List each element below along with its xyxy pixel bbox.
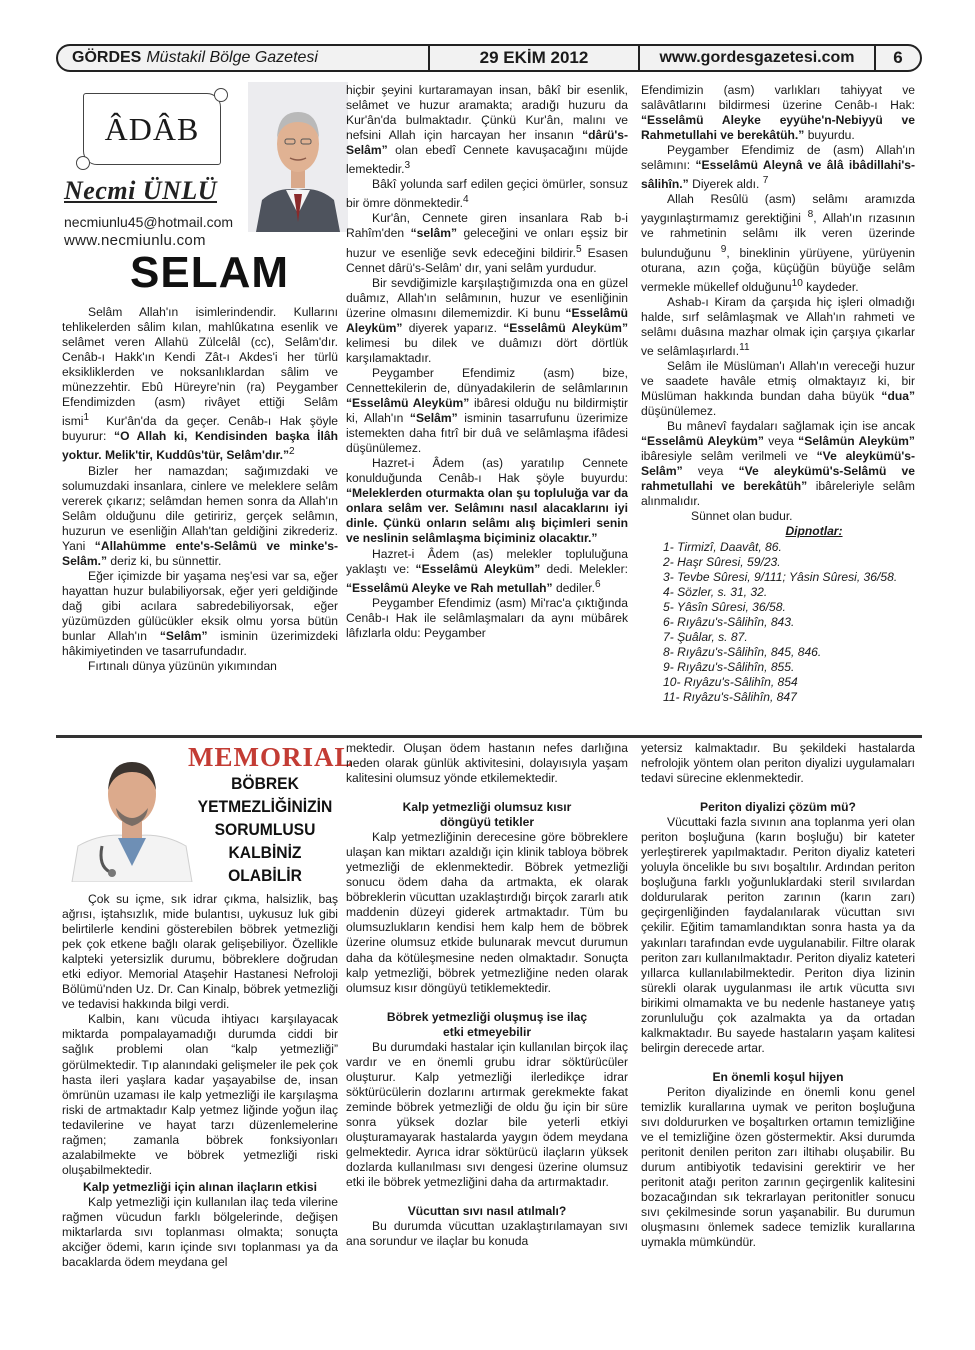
article-column-1	[62, 305, 338, 674]
column-title: ÂDÂB	[104, 110, 200, 147]
paragraph: Bu mânevî faydaları sağlamak için ise ancak “Esselâmü Aleyküm” veya “Selâmün Aleyküm” ibâresiyle selâm verilmeli ve “Ve aleykümü's-Selâm” veya “Ve aleykümü's-Selâmü ve rahmetullahi ve berekâtüh” ibâreleriyle selâm alınmalıdır.	[641, 419, 916, 509]
paragraph: Sünnet olan budur.	[691, 509, 793, 524]
section-heading: Böbrek yetmezliği oluşmuş ise ilaç etki etmeyebilir	[386, 1009, 588, 1039]
paragraph: Selâm Allah'ın isimlerindendir. Kullarını tehlikelerden sâlim kılan, mahlûkatına esenlik ve selâmet veren Allahü Zülcelâl (cc), Selâm'dır. Cenâb-ı Hakk'ın Kendi Zât-ı Akdes'i her türlü eksikliklerden ve noksanlıklardan sâlim ve münezzehtir. Ebû Hüreyre'nin (ra) Peygamber Efendimizden (asm) rivâyet ettiği Selâm ismi$^1$ Kur'ân'da da geçer. Cenâb-ı Hak şöyle buyurur: “O Allah ki, Kendisinden başka İlâh yoktur. Melik'tir, Kuddûs'tür, Selâm'dır.”$^2$	[62, 305, 338, 463]
footnote: 10- Rıyâzu's-Sâlihîn, 854	[663, 674, 798, 689]
footnote: 6- Rıyâzu's-Sâlihîn, 843.	[663, 614, 795, 629]
paragraph: Kalbin, kanı vücuda ihtiyacı karşılayacak miktarda pompalayamadığı durumda ciddi bir sağlık problemi olan “kalp yetmezliği” görülmektedir. Tıp alanındaki gelişmeler ile pek çok hasta ileri yaşlara kadar yaşayabilse de, insan ömrünün uzaması ile kalp yetmezliği ile karşılaşma riski de artmaktadır Kalp yetmez liğinde yoğun ilaç tedavilerine ve hayat tarzı düzenlemelerine rağmen; zamanla böbrek fonksiyonları azalabilmekte ve böbrek yetmezliği riski oluşabilmektedir.	[62, 1012, 338, 1177]
footnote: 9- Rıyâzu's-Sâlihîn, 855.	[663, 659, 795, 674]
paragraph: Bizler her namazdan; sağımızdaki ve solumuzdaki insanlara, cinlere ve meleklere selâm vererek çıkarız; selâmdan hemen sonra da Allah'ın Selâm olduğunu dile getiririz, gerçek selâmın, huzurun ve esenliğin Allah'tan geldiğini zikrederiz. Yani “Allahümme ente's-Selâmü ve minke's-Selâm.” deriz ki, bu sünnettir.	[62, 463, 338, 568]
paragraph: Eğer içimizde bir yaşama neş'esi var sa, eğer hayattan huzur bulabiliyorsak, eğer yeri geldiğinde dağ gibi acılara sabredebiliyorsak, eğer yüzümüzden gülücükler eksik olmu yorsa bütün bunlar Allah'ın “Selâm” isminin üzerimizdeki hâkimiyetinden ve tasarrufundadır.	[62, 568, 338, 659]
footnotes	[641, 524, 915, 705]
paragraph: Kalp yetmezliğinin derecesine göre böbreklere ulaşan kan miktarı azaldığı için klinik tabloya böbrek yetmezliği de eklenmektedir. Böbrek yetmezliği sonucu ödem daha da artmakta, ek olarak böbreklerin vücuttan uzaklaştırdığı birçok zararlı atık maddenin düzeyi giderek artmaktadır. Tüm bu olumsuzlukların kendisi hem kalp hem de böbrek üzerine olumsuz etkide bulunarak mevcut durumun daha da kötüleşmesine neden olmaktadır. Sonuçta kalp yetmezliği, böbrek yetmezliğine neden olarak olumsuz kısır döngüyü tetiklemektedir.	[346, 830, 628, 995]
column-title-scroll	[83, 93, 221, 165]
doctor-photo	[62, 742, 202, 882]
footnote: 7- Şuâlar, s. 87.	[663, 629, 748, 644]
paragraph: Efendimizin (asm) varlıkları tahiyyat ve salâvâtlarını bildirmesi üzerine Cenâb-ı Hak: “Esselâmü Aleyke eyyühe'n-Nebiyyü ve Rahmetullahi ve berekâtüh.” buyurdu.	[641, 83, 915, 143]
paragraph: Allah Resûlü (asm) selâmı aramızda yaygınlaştırmamız gerektiğini $^8$, Allah'ın rızasının ve rahmetinin selâmı ilk veren üzerinde bulunduğunu $^9$, bineklinin yürüyene, yürüyenin oturana, azın çoğa, küçüğün büyüğe selâm vermekle mükellef olduğunu$^{10}$ kaydeder.	[641, 192, 915, 294]
paragraph: Selâm ile Müslüman'ı Allah'ın vereceği huzur ve saadete havâle etmiş olmaktayız ki, bir Müslüman hakkında bundan daha büyük “dua” düşünülemez.	[641, 358, 915, 419]
author-website: www.necmiunlu.com	[64, 232, 206, 249]
paragraph: hiçbir şeyini kurtaramayan insan, bâkî bir esenlik, selâmet ve huzur aramakta; aradığı huzuru da Kur'ân'da bulmaktadır. Çünkü Kur'ân, malını ve nefsini Allah için harcayan her insanın “dârü's-Selâm” olan ebedî Cennete kavuşacağını müjde lemektedir.$^3$	[346, 83, 628, 177]
author-name: Necmi ÜNLÜ	[64, 176, 218, 205]
ad-column-3	[641, 741, 915, 1250]
ad-brand-logo: MEMORIAL	[188, 742, 354, 772]
paragraph: Çok su içme, sık idrar çıkma, halsizlik, baş ağrısı, iştahsızlık, mide bulantısı, uykusuz luk gibi belirtilerle kendini gösterebilen böbrek yetmezliği pek çok etkene bağlı olarak gelişebiliyor. Özellikle kalpteki yetersizlik durumu, böbreklere doğrudan etki ediyor. Memorial Ataşehir Hastanesi Nefroloji Bölümü'nden Uz. Dr. Can Kinalp, böbrek yetmezliği ve tedavisi hakkında bilgi verdi.	[62, 892, 338, 1012]
footnotes-title: Dipnotlar:	[785, 524, 843, 539]
paragraph: Bu durumdaki hastalar için kullanılan birçok ilaç vardır ve en önemli grubu idrar söktürücüler oluşturur. Kalp yetmezliği ilerledikçe idrar söktürücülerin dozlarını artırmak gerekmekte fakat zeminde böbrek yetmezliği de oldu ğu için bir süre sonra yüksek dozlar bile yeterli etkiyi oluşturamayarak hastalarda yaygın ödem meydana gelmektedir. Ayrıca idrar söktürücü ilaçların yüksek dozlarda kullanılması sıvı dengesi üzerine olumsuz etki ile böbrek yetmezliğini daha da artırmaktadır.	[346, 1039, 628, 1190]
author-email: necmiunlu45@hotmail.com	[64, 214, 234, 230]
author-photo	[248, 82, 348, 232]
paper-tagline: Müstakil Bölge Gazetesi	[146, 49, 318, 66]
footnote: 2- Haşr Sûresi, 59/23.	[663, 554, 781, 569]
paragraph: Kur'ân, Cennete giren insanlara Rab b-i Rahîm'den “selâm” geleceğini ve onları eşsiz bir huzur ve esenliğe sevk edeceğini bildirir.$^5$ Esasen Cennet dârü's-Selâm' dır, yani selâm yurdudur.	[346, 211, 628, 275]
paragraph: Hazret-i Âdem (as) melekler topluluğuna yaklaştı ve: “Esselâmü Aleyküm” dedi. Melekler: “Esselâmü Aleyke ve Rah metullah” dediler.$^6$	[346, 546, 628, 595]
paragraph: yetersiz kalmaktadır. Bu şekildeki hastalarda nefrolojik yöntem olan periton diyalizi uygulamaları tedavi sürecine eklenmektedir.	[641, 741, 915, 786]
ad-column-2	[346, 741, 628, 1249]
footnote: 4- Sözler, s. 31, 32.	[663, 584, 768, 599]
paragraph: Vücuttaki fazla sıvının ana toplanma yeri olan periton boşluğuna (karın boşluğu) bir kateter yerleştirerek yapılmaktadır. Periton diyaliz kateteri yoluyla öncelikle bu sıvı boşaltılır. Ardından periton boşluğuna farklı yoğunluklardaki steril sıvılardan doldurularak periton zarının (karın zarı) geçirgenliğinden faydalanılarak vücuttan sıvı çekilir. Eğitim tamamlandıktan sonra hasta ya da yakınları tarafından evde uygulanabilir. Filtre olarak periton zarı kullanılmaktadır. Periton diyaliz kateteri yıllarca kullanılabilmektedir. Periton diya lizinin sürekli olarak uygulanması ile artık vücutta sıvı birikimi olmamakta ve bu nedenle hastaneye yatış zorunluluğu çok azalmakta ya da ortadan kalkmaktadır. Bu sayede hastaların yaşam kalitesi belirgin derecede artar.	[641, 815, 915, 1055]
footnote: 5- Yâsîn Sûresi, 36/58.	[663, 599, 786, 614]
section-divider	[56, 735, 922, 738]
paragraph: Kalp yetmezliği için kullanılan ilaç teda vilerine rağmen vücudun farklı bölgelerinde, değişen miktarlarda sıvı toplanması olmakta; sonuçta akciğer ödemi, karın içinde sıvı toplanması ya da bacaklarda ödem meydana gel	[62, 1194, 338, 1270]
section-heading: Vücuttan sıvı nasıl atılmalı?	[407, 1204, 567, 1219]
article-column-2	[346, 83, 628, 641]
footnote: 1- Tirmizî, Daavât, 86.	[663, 539, 782, 554]
issue-date: 29 EKİM 2012	[430, 46, 640, 70]
paragraph: Peygamber Efendimiz (asm) bize, Cennettekilerin de, dünyadakilerin de selâmlarının “Esselâmü Aleyküm” ibâresi olduğu nu bildirmiştir ki, Allah'ın “Selâm” isminin tasarrufunu üzerimize istemekten daha fıtrî bir duâ ve selâmlaşma ifâdesi düşünülemez.	[346, 365, 628, 456]
paper-website: www.gordesgazetesi.com	[640, 46, 876, 70]
article-title: SELAM	[130, 248, 289, 297]
paragraph: Bâkî yolunda sarf edilen geçici ömürler, sonsuz bir ömre dönmektedir.$^4$	[346, 177, 628, 211]
paragraph: Ashab-ı Kiram da çarşıda hiç işleri olmadığı halde, sırf selâmlaşmak ve Allah'ın rahmeti ve selâmı duâsına mazhar olmak için çarşıya çıkarlar ve selâmlaşırlardı.$^{11}$	[641, 294, 915, 358]
paragraph: Periton diyalizinde en önemli konu genel temizlik kurallarına uymak ve periton boşluğuna sıvı doldururken ve boşaltırken ortamın temizliğine ve el temizliğine özen göstermektir. Aksi durumda peritonit denilen periton zarı iltihabı oluşabilir. Bu durum antibiyotik tedavisini gerektirir ve her peritonit atağı periton zarının geçirgenlik kalitesini bozacağından sık tekrarlayan peritonitler sonucu sıvı çekilmesinde sorun yaşanabilir. Bu durumun oluşmasını önlemek sadece temizlik kurallarına uymakla mümkündür.	[641, 1084, 915, 1250]
paragraph: Peygamber Efendimiz de (asm) Allah'ın selâmını: “Esselâmü Aleynâ ve âlâ ibâdillahi's-sâlihîn.” Diyerek aldı. $^7$	[641, 143, 915, 192]
ad-column-1	[62, 892, 338, 1270]
paragraph: Fırtınalı dünya yüzünün yıkımından	[88, 659, 277, 674]
article-column-3	[641, 83, 915, 705]
paragraph: Peygamber Efendimiz (asm) Mi'rac'a çıktığında Cenâb-ı Hak ile selâmlaşmaları da aynı mübârek lâfızlarla oldu: Peygamber	[346, 595, 628, 640]
section-heading: Kalp yetmezliği için alınan ilaçların etkisi	[83, 1179, 317, 1194]
paper-name-segment	[58, 46, 430, 70]
section-heading: Periton diyalizi çözüm mü?	[700, 800, 856, 815]
footnote: 11- Rıyâzu's-Sâlihîn, 847	[663, 689, 797, 704]
ad-headline: BÖBREK YETMEZLİĞİNİZİN SORUMLUSU KALBİNİZ OLABİLİR	[197, 774, 333, 885]
paragraph: mektedir. Oluşan ödem hastanın nefes darlığına neden olarak günlük aktivitesini, dolayısıyla yaşam kalitesini olumsuz yönde etkilemektedir.	[346, 741, 628, 786]
paragraph: Bir sevdiğimizle karşılaştığımızda ona en güzel duâmız, Allah'ın selâmının, huzur ve esenliğinin üzerine olmasını dilememizdir. Ki bunu “Esselâmü Aleyküm” diyerek yaparız. “Esselâmü Aleyküm” kelimesi bu dilek ve duâmızı dört dörtlük karşılamaktadır.	[346, 275, 628, 365]
page-number: 6	[893, 48, 903, 67]
paragraph: Hazret-i Âdem (as) yaratılıp Cennete konulduğunda Cenâb-ı Hak şöyle buyurdu: “Meleklerden oturmakta olan şu topluluğa var da onlara selâm ver. Selâmını nasıl alacaklarını iyi dinle. Çünkü onların selâmı alış biçimleri senin ve neslinin selâmlaşma biçiminiz olacaktır.”	[346, 456, 628, 546]
footnote: 8- Rıyâzu's-Sâlihîn, 845, 846.	[663, 644, 822, 659]
section-heading: En önemli koşul hijyen	[712, 1069, 844, 1084]
footnote: 3- Tevbe Sûresi, 9/111; Yâsin Sûresi, 36/58.	[663, 569, 898, 584]
section-heading: Kalp yetmezliği olumsuz kısır döngüyü tetikler	[402, 800, 572, 830]
page-header	[56, 44, 922, 72]
paragraph: Bu durumda vücuttan uzaklaştırılamayan sıvı ana sorundur ve ilaçlar bu konuda	[346, 1219, 628, 1249]
paper-name: GÖRDES	[72, 49, 142, 66]
